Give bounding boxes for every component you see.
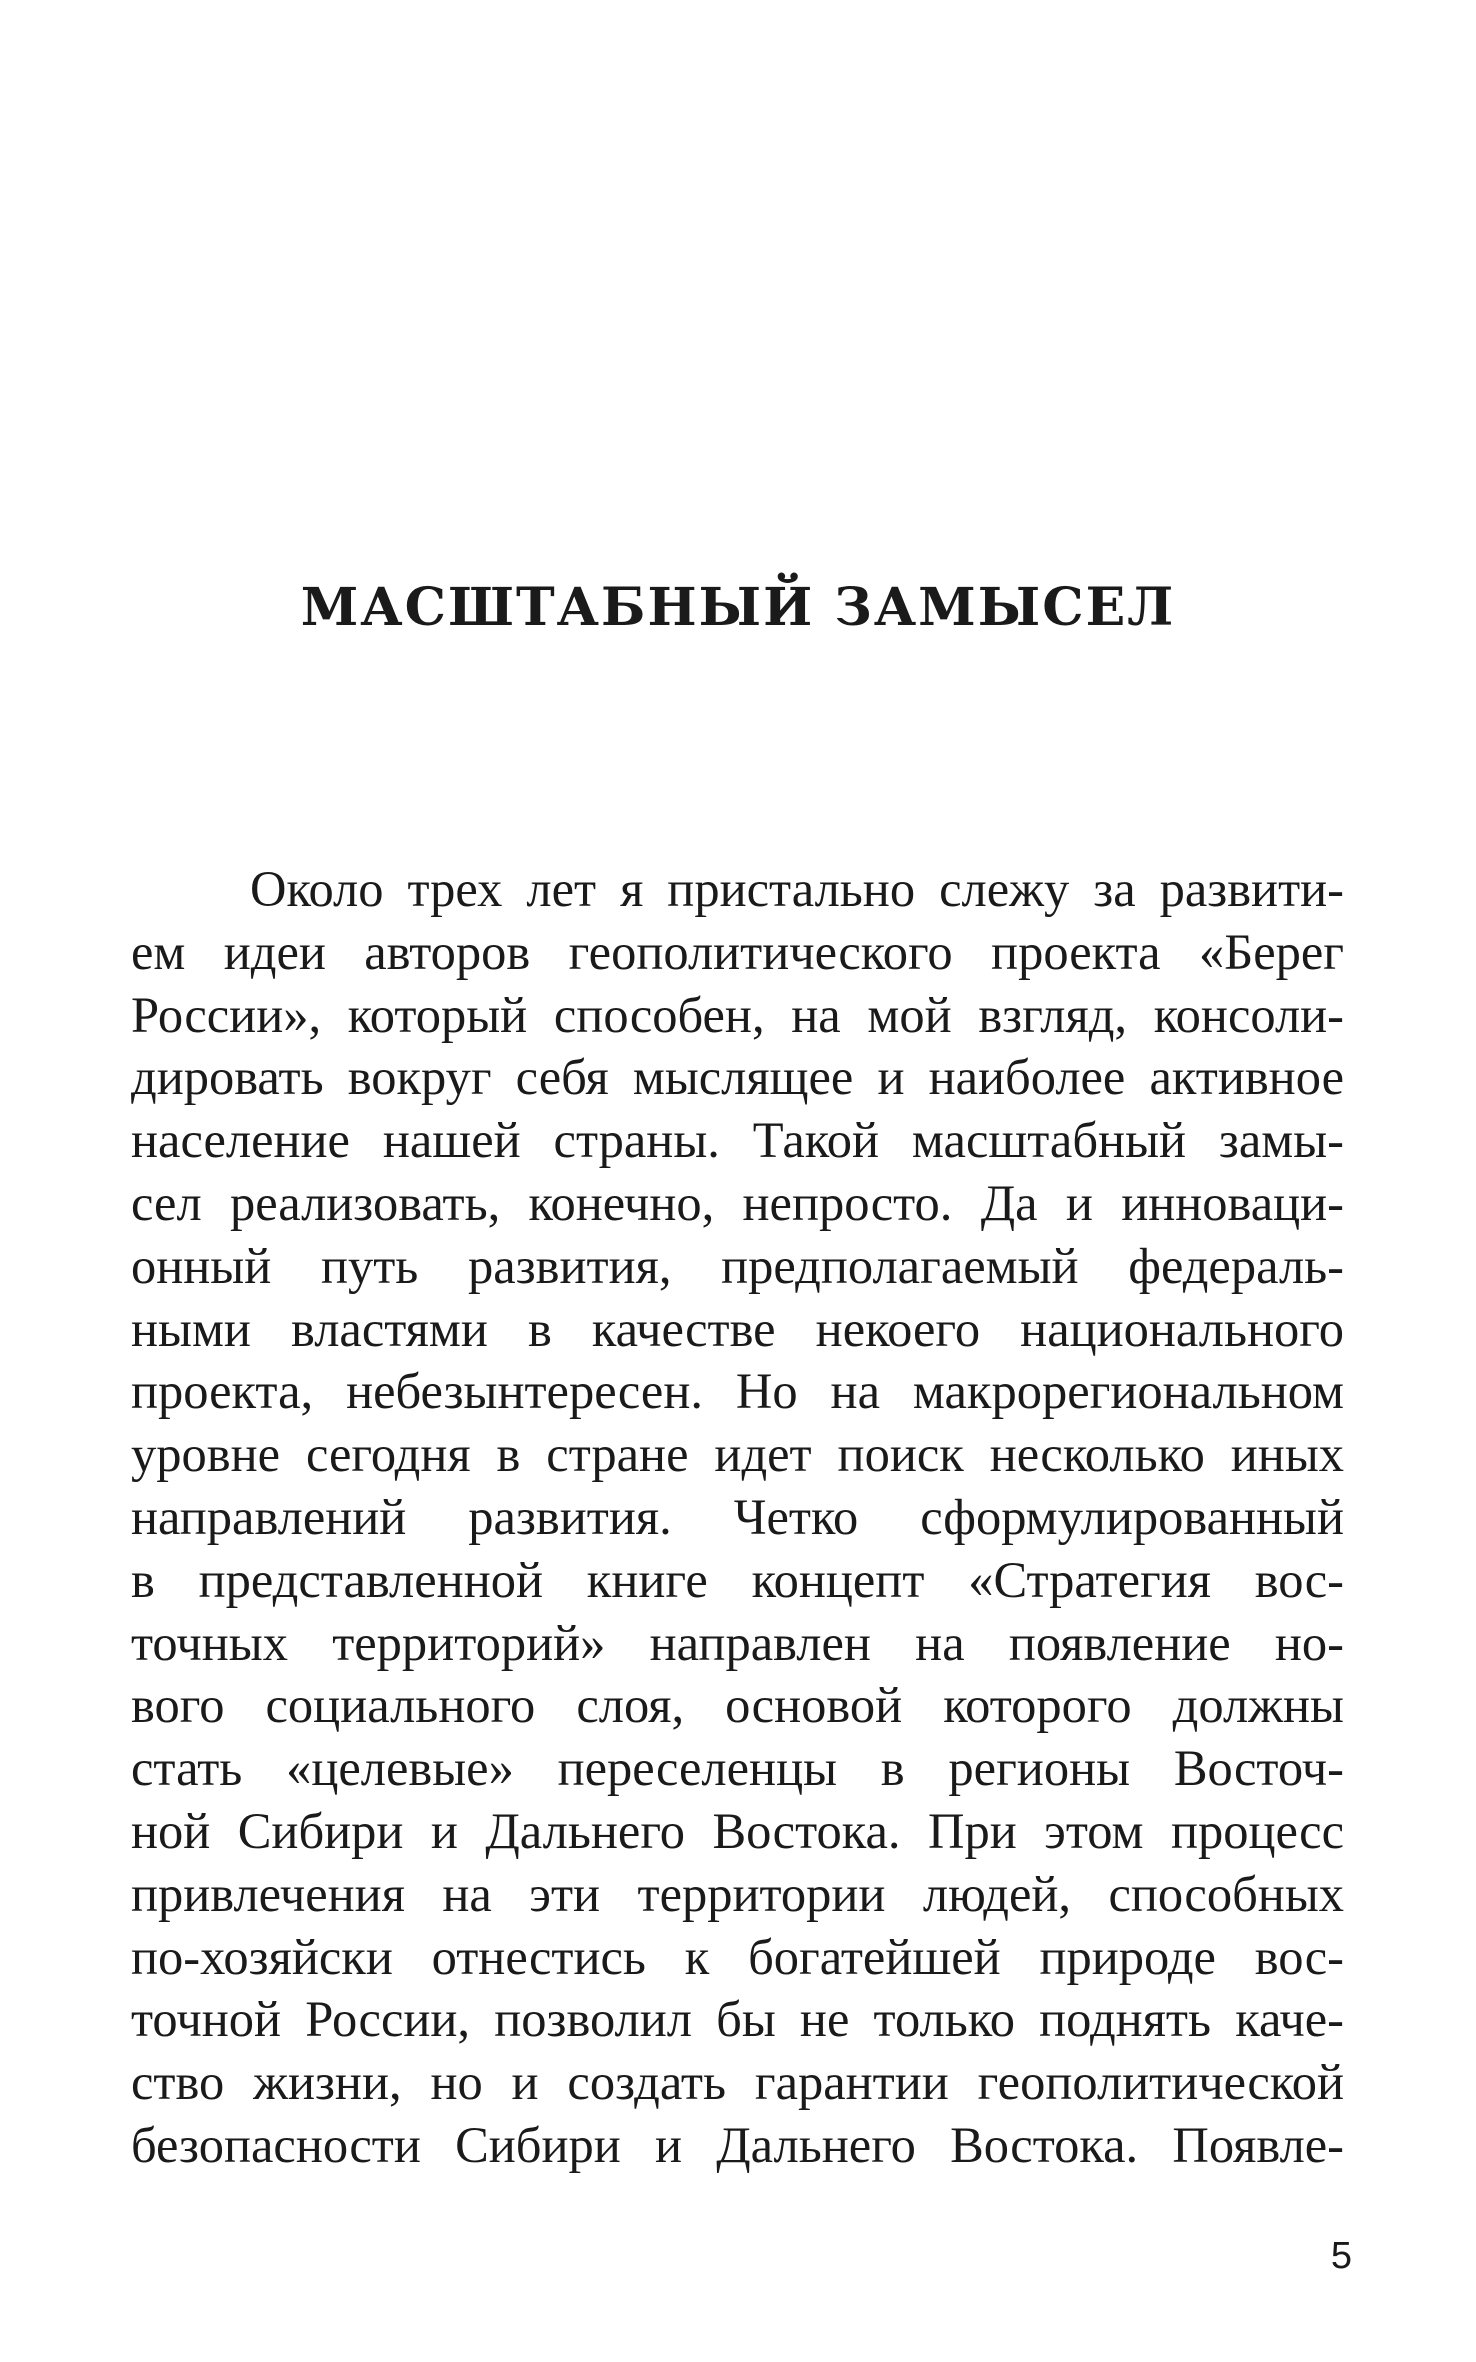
- text-line: по-хозяйски отнестись к богатейшей природе вос-: [131, 1928, 1344, 1985]
- text-line: онный путь развития, предполагаемый федераль-: [131, 1237, 1344, 1294]
- text-line: стать «целевые» переселенцы в регионы Восточ-: [131, 1740, 1344, 1797]
- text-line: уровне сегодня в стране идет поиск несколько иных: [131, 1426, 1344, 1483]
- text-line: безопасности Сибири и Дальнего Востока. Появле-: [131, 2116, 1344, 2173]
- text-line: проекта, небезынтересен. Но на макрорегиональном: [131, 1363, 1344, 1420]
- text-line: направлений развития. Четко сформулированный: [131, 1488, 1344, 1545]
- text-line: точных территорий» направлен на появление но-: [131, 1614, 1344, 1671]
- text-line: ной Сибири и Дальнего Востока. При этом процесс: [131, 1802, 1344, 1859]
- text-line: ем идеи авторов геополитического проекта «Берег: [131, 923, 1344, 980]
- body-paragraph: [131, 858, 1344, 2177]
- text-line: в представленной книге концепт «Стратегия вос-: [131, 1551, 1344, 1608]
- text-line: привлечения на эти территории людей, способных: [131, 1865, 1344, 1922]
- text-line: Около трех лет я пристально слежу за развити-: [250, 861, 1344, 917]
- text-line: население нашей страны. Такой масштабный замы-: [131, 1112, 1344, 1169]
- text-line: ство жизни, но и создать гарантии геополитической: [131, 2054, 1344, 2111]
- text-line: России», который способен, на мой взгляд, консоли-: [131, 986, 1344, 1043]
- chapter-title: МАСШТАБНЫЙ ЗАМЫСЕЛ: [300, 577, 1176, 638]
- page-number: 5: [1330, 2235, 1352, 2277]
- text-line: сел реализовать, конечно, непросто. Да и инноваци-: [131, 1174, 1344, 1231]
- text-line: вого социального слоя, основой которого должны: [131, 1677, 1344, 1734]
- text-line: точной России, позволил бы не только поднять каче-: [131, 1991, 1344, 2048]
- text-line: дировать вокруг себя мыслящее и наиболее активное: [131, 1049, 1344, 1106]
- text-line: ными властями в качестве некоего национального: [131, 1300, 1344, 1357]
